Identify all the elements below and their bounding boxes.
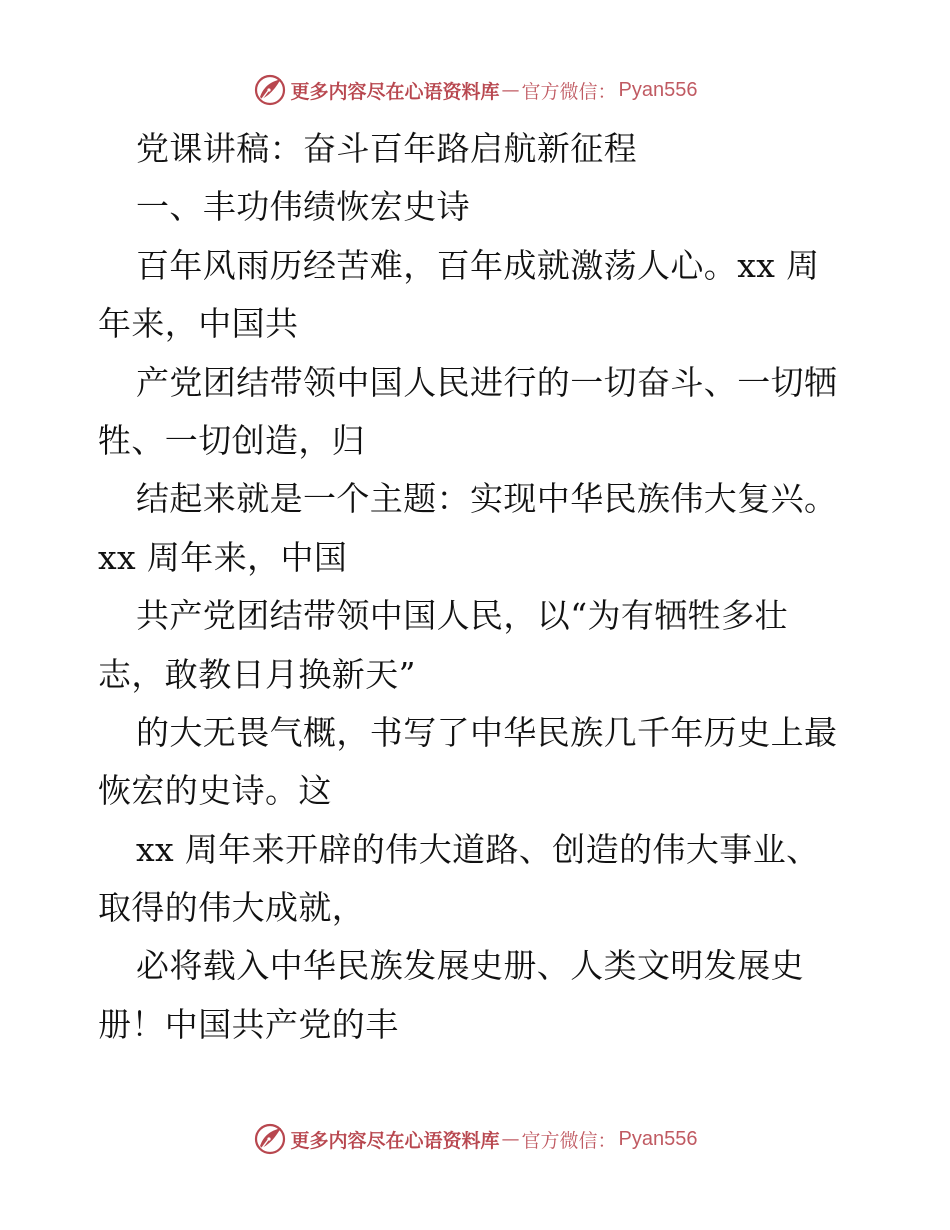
document-line: 产党团结带领中国人民进行的一切奋斗、一切牺 (136, 362, 838, 402)
document-line: 年来，中国共 (98, 304, 299, 344)
header-banner (0, 68, 950, 112)
document-line: 恢宏的史诗。这 (98, 771, 332, 811)
document-line: 册！中国共产党的丰 (98, 1004, 399, 1044)
banner-separator: — (501, 1128, 520, 1150)
document-line: xx 周年来开辟的伟大道路、创造的伟大事业、 (136, 829, 820, 869)
banner-separator: — (501, 79, 520, 101)
banner-brand-text: 更多内容尽在心语资料库 (290, 1129, 500, 1152)
document-line: 党课讲稿：奋斗百年路启航新征程 (136, 129, 637, 168)
banner-brand-text: 更多内容尽在心语资料库 (290, 80, 500, 103)
document-line: 百年风雨历经苦难，百年成就激荡人心。xx 周 (136, 245, 820, 285)
document-line: xx 周年来，中国 (98, 537, 348, 577)
footer-banner (0, 1117, 950, 1161)
document-line: 一、丰功伟绩恢宏史诗 (136, 187, 470, 227)
document-line: 结起来就是一个主题：实现中华民族伟大复兴。 (136, 479, 838, 519)
document-body (98, 120, 858, 1054)
banner-official-label: 官方微信： (521, 1129, 617, 1152)
banner-official-label: 官方微信： (521, 80, 617, 103)
banner-wechat-id: Pyan556 (618, 78, 698, 101)
document-line: 的大无畏气概，书写了中华民族几千年历史上最 (136, 712, 838, 752)
document-line: 牲、一切创造，归 (98, 420, 366, 460)
document-line: 必将载入中华民族发展史册、人类文明发展史 (136, 946, 804, 986)
banner-wechat-id: Pyan556 (618, 1127, 698, 1150)
pen-nib-logo-icon (253, 73, 287, 107)
document-line: 取得的伟大成就， (98, 888, 366, 928)
pen-nib-logo-icon (253, 1122, 287, 1156)
document-line: 志，敢教日月换新天” (98, 654, 416, 694)
document-line: 共产党团结带领中国人民，以“为有牺牲多壮 (136, 596, 788, 636)
